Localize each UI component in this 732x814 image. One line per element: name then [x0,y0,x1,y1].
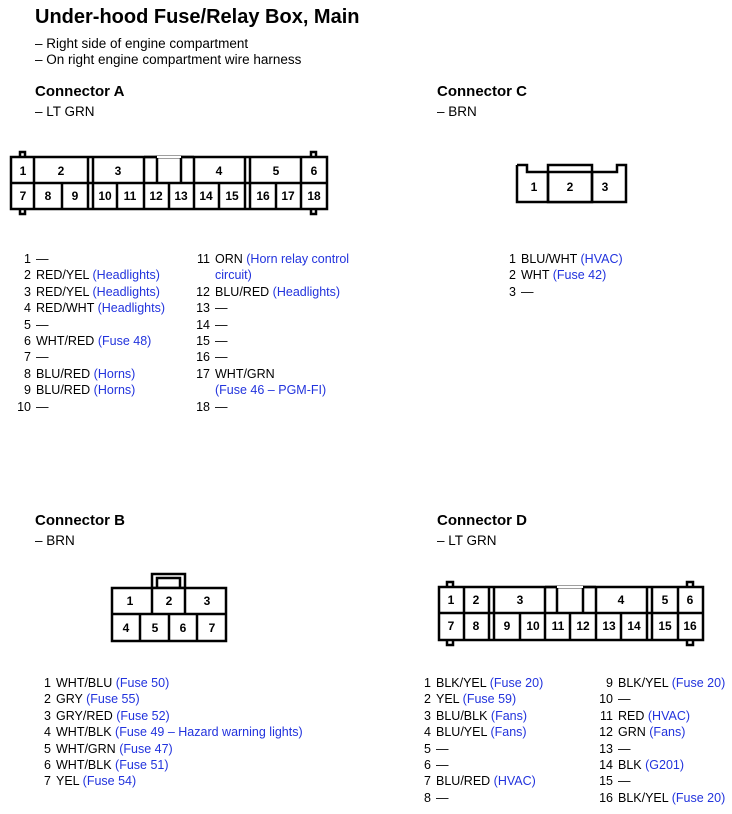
wire-color: YEL [56,774,80,789]
connector-d-cavity: 6 [686,593,694,607]
circuit-note: (Fans) [490,725,527,740]
circuit-note: (Fuse 48) [97,334,152,349]
connector-d-cavity: 3 [516,593,524,607]
pin-number: 8 [24,366,31,381]
pin-row [412,773,543,789]
circuit-note: (Fuse 20) [671,676,726,690]
wire-color: — [36,252,49,266]
pin-row [190,366,349,399]
connector-b-cavity: 1 [126,594,134,608]
connector-a-cavity: 5 [272,164,280,178]
pin-number: 8 [424,790,431,805]
circuit-note: (Fuse 42) [552,268,607,283]
connector-d-cavity: 13 [602,619,616,633]
wire-color: — [521,284,534,299]
connector-b-pin-list [35,675,303,790]
pin-row [412,741,543,757]
wire-color: BLU/RED [436,774,491,789]
pin-row [35,675,303,691]
circuit-note: (Fuse 55) [86,692,140,707]
connector-d-title: Connector D [437,512,527,529]
pin-number: 3 [24,284,31,299]
pin-number: 12 [599,725,613,740]
connector-d-cavity: 15 [658,619,672,633]
pin-row [412,757,543,773]
pin-number: 1 [44,676,51,690]
wire-color: WHT/GRN [215,366,275,381]
pin-row [10,300,165,316]
connector-a-title: Connector A [35,83,125,100]
wire-color: YEL [436,692,460,707]
pin-number: 2 [509,268,516,283]
wire-color: RED/WHT [36,301,95,316]
connector-d-cavity: 4 [617,593,625,607]
circuit-note: (Horn relay control [246,252,350,266]
pin-number: 12 [196,284,210,299]
pin-number: 2 [24,268,31,283]
connector-c-color: – BRN [437,104,477,119]
connector-a-pin-list [10,251,165,415]
connector-d-color: – LT GRN [437,533,497,548]
wire-color: BLK/YEL [618,790,669,805]
circuit-note-continued: (Fuse 46 – PGM-FI) [215,383,327,398]
connector-a-cavity: 3 [114,164,122,178]
wire-color: — [215,317,228,332]
connector-a-cavity: 6 [310,164,318,178]
wire-color: — [436,758,449,773]
pin-row [35,724,303,740]
circuit-note: (HVAC) [493,774,536,789]
pin-row [412,691,543,707]
pin-number: 5 [24,317,31,332]
pin-number: 13 [599,741,613,756]
pin-row [190,284,349,300]
wire-color: WHT/BLU [56,676,113,690]
pin-row [412,708,543,724]
pin-row [10,382,165,398]
wire-color: GRY [56,692,83,707]
circuit-note: (Fuse 59) [462,692,517,707]
circuit-note: (Fuse 20) [671,790,726,805]
circuit-note: (Horns) [93,383,136,398]
connector-d-cavity: 14 [627,619,641,633]
circuit-note: (Fuse 51) [115,758,169,773]
connector-a-cavity: 11 [123,189,137,203]
wire-color: BLU/RED [215,284,270,299]
wire-color: RED/YEL [36,268,90,283]
circuit-note: (HVAC) [580,252,623,266]
wire-color: BLK/YEL [618,676,669,690]
pin-row [592,675,725,691]
connector-d-cavity: 12 [576,619,590,633]
pin-number: 5 [424,741,431,756]
pin-row [190,333,349,349]
wire-color: GRN [618,725,646,740]
pin-row [592,790,725,806]
pin-number: 9 [606,676,613,690]
pin-number: 10 [599,692,613,707]
pin-row [190,251,349,284]
wire-color: BLU/WHT [521,252,578,266]
connector-c-cavity: 3 [601,180,609,194]
pin-number: 18 [196,399,210,414]
pin-row [35,757,303,773]
location-note-1: – Right side of engine compartment [35,36,249,51]
pin-row [592,708,725,724]
connector-d-cavity: 16 [683,619,697,633]
connector-a-cavity: 1 [19,164,27,178]
connector-a-pin-list-right [190,251,349,415]
wire-color: — [436,790,449,805]
connector-d-pin-list-right [592,675,725,806]
pin-number: 7 [424,774,431,789]
wire-color: WHT [521,268,550,283]
connector-c-pin-list [500,251,623,300]
connector-a-cavity: 17 [281,189,295,203]
connector-c-title: Connector C [437,83,527,100]
connector-b-title: Connector B [35,512,125,529]
wire-color: — [215,350,228,365]
wire-color: — [215,301,228,316]
circuit-note-continued: circuit) [215,268,252,283]
wire-color: — [36,317,49,332]
wire-color: — [618,774,631,789]
wire-color: — [36,399,49,414]
pin-row [10,267,165,283]
connector-b-color: – BRN [35,533,75,548]
circuit-note: (Horns) [93,366,136,381]
wire-color: — [618,741,631,756]
connector-a-cavity: 8 [44,189,52,203]
pin-number: 4 [424,725,431,740]
pin-row [592,724,725,740]
connector-a-cavity: 15 [225,189,239,203]
connector-a-cavity: 16 [256,189,270,203]
wire-color: BLU/BLK [436,708,488,723]
pin-row [10,333,165,349]
wire-color: BLU/RED [36,366,91,381]
connector-a-cavity: 10 [98,189,112,203]
connector-a-cavity: 4 [215,164,223,178]
wire-color: BLK [618,758,642,773]
wire-color: WHT/BLK [56,725,112,740]
pin-number: 3 [44,708,51,723]
wire-color: — [436,741,449,756]
connector-b-cavity: 6 [179,621,187,635]
wire-color: BLU/RED [36,383,91,398]
pin-number: 6 [24,334,31,349]
circuit-note: (Headlights) [97,301,165,316]
circuit-note: (Fuse 49 – Hazard warning lights) [115,725,303,740]
pin-number: 15 [196,334,210,349]
connector-a-cavity: 7 [19,189,27,203]
circuit-note: (Fans) [649,725,686,740]
connector-a-cavity: 2 [57,164,65,178]
connector-a-cavity: 9 [71,189,79,203]
pin-number: 14 [599,758,613,773]
pin-number: 15 [599,774,613,789]
pin-number: 3 [424,708,431,723]
circuit-note: (Headlights) [272,284,341,299]
pin-row [10,349,165,365]
pin-row [592,757,725,773]
pin-number: 5 [44,741,51,756]
pin-row [35,741,303,757]
pin-number: 7 [44,774,51,789]
connector-d-cavity: 8 [472,619,480,633]
pin-row [500,267,623,283]
pin-number: 1 [509,252,516,266]
circuit-note: (HVAC) [647,708,691,723]
wire-color: BLU/YEL [436,725,487,740]
wire-color: WHT/GRN [56,741,116,756]
connector-b-cavity: 4 [122,621,130,635]
pin-number: 14 [196,317,210,332]
pin-number: 1 [424,676,431,690]
wire-color: — [215,334,228,349]
pin-number: 2 [44,692,51,707]
pin-row [500,251,623,267]
pin-number: 10 [17,399,31,414]
connector-d-cavity: 7 [447,619,455,633]
pin-row [412,790,543,806]
circuit-note: (Headlights) [92,284,160,299]
circuit-note: (Fuse 20) [489,676,544,690]
pin-number: 7 [24,350,31,365]
wire-color: — [618,692,631,707]
circuit-note: (Headlights) [92,268,160,283]
pin-number: 3 [509,284,516,299]
pin-row [190,399,349,415]
pin-number: 11 [600,708,613,723]
pin-number: 16 [196,350,210,365]
wire-color: GRY/RED [56,708,113,723]
pin-number: 6 [44,758,51,773]
pin-number: 4 [44,725,51,740]
connector-d-cavity: 2 [472,593,480,607]
connector-b-cavity: 2 [165,594,173,608]
pin-number: 6 [424,758,431,773]
wire-color: BLK/YEL [436,676,487,690]
pin-row [412,724,543,740]
pin-row [10,251,165,267]
wire-color: — [215,399,228,414]
pin-row [10,284,165,300]
connector-a-cavity: 12 [149,189,163,203]
pin-row [10,317,165,333]
connector-a-cavity: 18 [307,189,321,203]
circuit-note: (Fuse 47) [119,741,173,756]
pin-number: 17 [196,366,210,381]
pin-number: 2 [424,692,431,707]
wire-color: ORN [215,252,243,266]
pin-row [190,349,349,365]
circuit-note: (Fans) [490,708,528,723]
wire-color: RED/YEL [36,284,90,299]
pin-row [35,773,303,789]
wire-color: — [36,350,49,365]
pin-row [500,284,623,300]
pin-number: 1 [24,252,31,266]
pin-row [10,366,165,382]
wire-color: WHT/BLK [56,758,112,773]
pin-row [10,399,165,415]
connector-d-face [439,582,703,645]
pin-row [190,317,349,333]
connector-d-cavity: 5 [661,593,669,607]
connector-a-cavity: 13 [174,189,188,203]
connector-b-cavity: 3 [203,594,211,608]
wire-color: WHT/RED [36,334,95,349]
pin-row [35,691,303,707]
connector-d-pin-list [412,675,543,806]
connector-d-cavity: 9 [503,619,511,633]
circuit-note: (Fuse 50) [115,676,170,690]
pin-number: 9 [24,383,31,398]
pin-row [35,708,303,724]
connector-d-cavity: 1 [447,593,455,607]
pin-row [592,741,725,757]
connector-c-cavity: 2 [566,180,574,194]
connector-a-face [11,152,327,214]
circuit-note: (Fuse 52) [116,708,170,723]
connector-b-cavity: 5 [151,621,159,635]
pin-number: 11 [197,252,210,266]
circuit-note: (Fuse 54) [82,774,137,789]
pin-row [412,675,543,691]
connector-b-cavity: 7 [208,621,216,635]
pin-row [592,691,725,707]
connector-d-cavity: 11 [551,619,565,633]
circuit-note: (G201) [645,758,685,773]
connector-a-cavity: 14 [199,189,213,203]
connector-a-color: – LT GRN [35,104,95,119]
pin-number: 4 [24,301,31,316]
pin-number: 16 [599,790,613,805]
pin-row [592,773,725,789]
connector-c-cavity: 1 [530,180,538,194]
page-title: Under-hood Fuse/Relay Box, Main [35,6,360,28]
pin-row [190,300,349,316]
pin-number: 13 [196,301,210,316]
location-note-2: – On right engine compartment wire harness [35,52,302,67]
connector-d-cavity: 10 [526,619,540,633]
wire-color: RED [618,708,645,723]
